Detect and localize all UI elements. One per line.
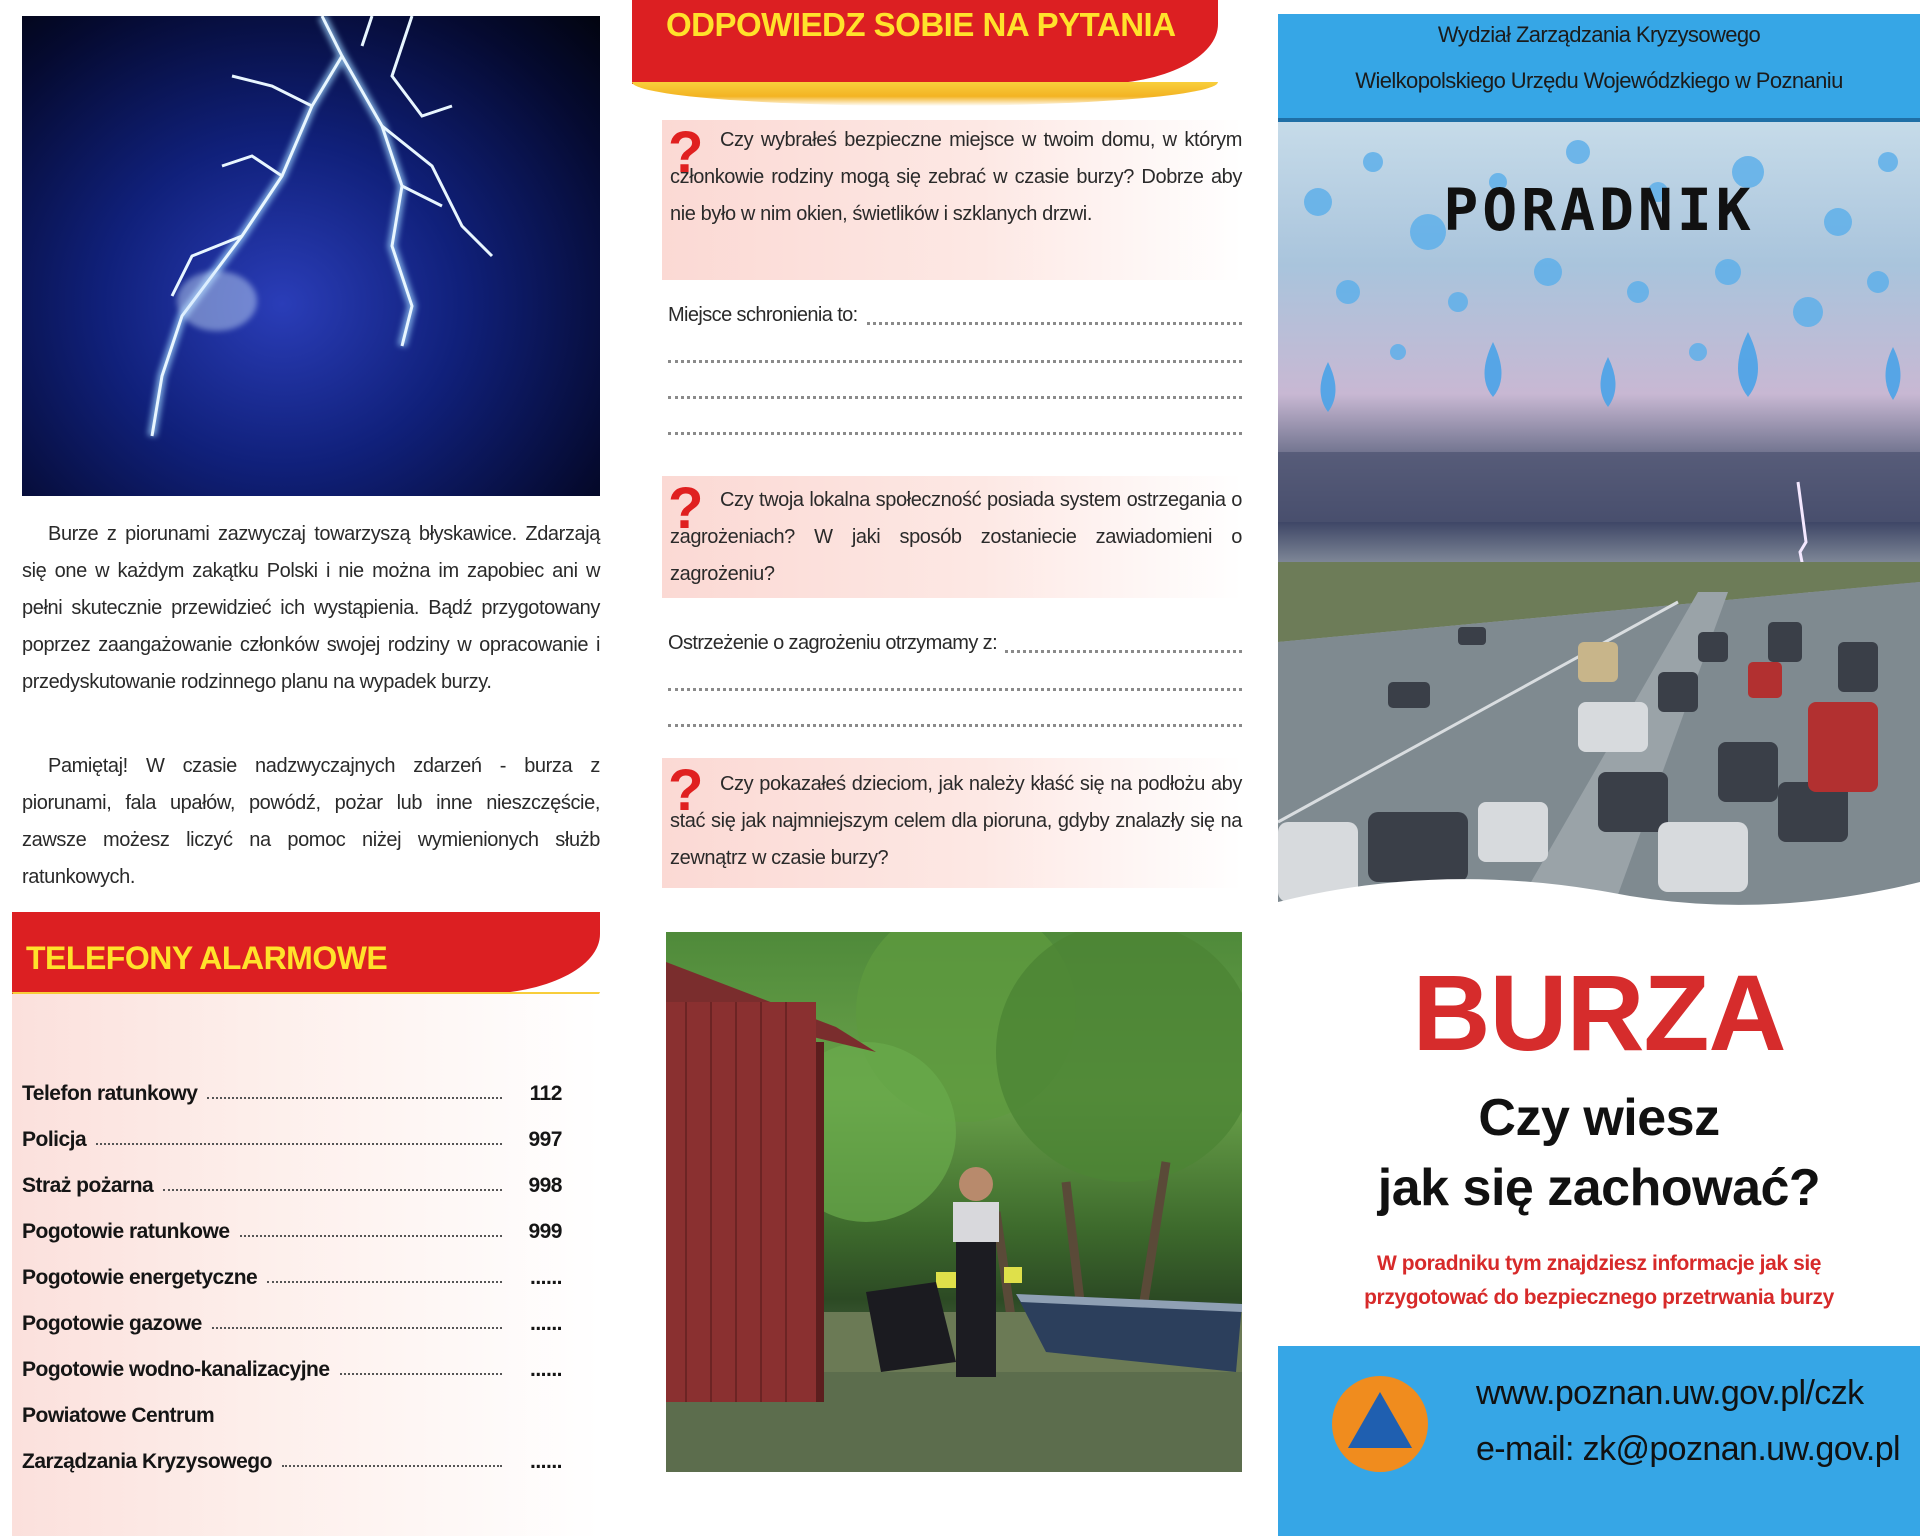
cover-panel — [1278, 0, 1920, 1536]
warning-source-label: Ostrzeżenie o zagrożeniu otrzymamy z: — [668, 632, 1003, 654]
warning-source-field[interactable] — [668, 628, 1242, 653]
shelter-field-line[interactable] — [668, 374, 1242, 399]
phone-label: Telefon ratunkowy — [22, 1082, 198, 1105]
emergency-phones-title: TELEFONY ALARMOWE — [26, 940, 388, 976]
question-mark-icon: ? — [668, 758, 704, 823]
phone-label: Pogotowie gazowe — [22, 1312, 202, 1335]
poradnik-title: PORADNIK — [1443, 176, 1755, 244]
phone-row-center-heading — [22, 1398, 562, 1428]
questions-banner — [632, 0, 1218, 84]
remember-paragraph: Pamiętaj! W czasie nadzwyczajnych zdarzeń - burza z piorunami, fala upałów, powódź, pożar lub inne nieszczęście, zawsze możesz liczyć na pomoc niżej wymienionych służb ratunkowych. — [22, 755, 600, 888]
shelter-field-line[interactable] — [668, 338, 1242, 363]
contact-footer — [1278, 1346, 1920, 1536]
phone-row — [22, 1444, 562, 1474]
website-link[interactable]: www.poznan.uw.gov.pl/czk — [1476, 1374, 1864, 1412]
phone-row — [22, 1214, 562, 1244]
phone-number: 999 — [528, 1220, 562, 1243]
email-link[interactable]: e-mail: zk@poznan.uw.gov.pl — [1476, 1430, 1901, 1468]
shelter-field-label: Miejsce schronienia to: — [668, 304, 864, 326]
burza-title: BURZA — [1412, 952, 1786, 1073]
question-text: Czy twoja lokalna społeczność posiada system ostrzegania o zagrożeniach? W jaki sposób zostaniecie zawiadomieni o zagrożeniu? — [670, 489, 1242, 585]
phone-number: ...... — [529, 1312, 562, 1335]
question-mark-icon: ? — [668, 120, 704, 185]
phone-label: Policja — [22, 1128, 87, 1151]
tagline-line-2: przygotować do bezpiecznego przetrwania burzy — [1364, 1286, 1834, 1309]
phone-row — [22, 1352, 562, 1382]
question-title-line-1: Czy wiesz — [1478, 1089, 1720, 1147]
department-line-2: Wielkopolskiego Urzędu Wojewódzkiego w Poznaniu — [1355, 68, 1843, 93]
question-title-line-2: jak się zachować? — [1377, 1159, 1821, 1217]
intro-paragraph: Burze z piorunami zazwyczaj towarzyszą błyskawice. Zdarzają się one w każdym zakątku Polski i nie można im zapobiec ani w pełni skutecznie przewidzieć ich wystąpienia. Bądź przygotowany poprzez zaangażowanie członków swojej rodziny w opracowanie i przedyskutowanie rodzinnego planu na wypadek burzy. — [22, 523, 600, 693]
civil-defense-logo-icon — [1332, 1376, 1428, 1472]
flood-photo — [666, 932, 1242, 1472]
phone-number: ...... — [529, 1266, 562, 1289]
phone-row — [22, 1260, 562, 1290]
phone-label: Zarządzania Kryzysowego — [22, 1450, 272, 1473]
question-block-3 — [662, 758, 1242, 888]
phone-label: Powiatowe Centrum — [22, 1404, 215, 1427]
questions-banner-title: ODPOWIEDZ SOBIE NA PYTANIA — [666, 6, 1176, 43]
phone-label: Straż pożarna — [22, 1174, 154, 1197]
lightning-photo — [22, 16, 600, 496]
question-text: Czy pokazałeś dzieciom, jak należy kłaść się na podłożu aby stać się jak najmniejszym celem dla pioruna, gdyby znalazły się na zewnątrz w czasie burzy? — [670, 773, 1242, 869]
warning-source-line[interactable] — [668, 702, 1242, 727]
phone-row — [22, 1168, 562, 1198]
phone-label: Pogotowie ratunkowe — [22, 1220, 230, 1243]
shelter-field-line[interactable] — [668, 410, 1242, 435]
phone-number: 998 — [528, 1174, 562, 1197]
question-text: Czy wybrałeś bezpieczne miejsce w twoim domu, w którym członkowie rodziny mogą się zebrać w czasie burzy? Dobrze aby nie było w nim okien, świetlików i szklanych drzwi. — [670, 129, 1242, 225]
warning-source-line[interactable] — [668, 666, 1242, 691]
phone-row — [22, 1076, 562, 1106]
question-block-2 — [662, 476, 1242, 598]
phone-number: 997 — [528, 1128, 562, 1151]
question-block-1 — [662, 120, 1242, 280]
phone-row — [22, 1306, 562, 1336]
emergency-phones-banner — [12, 912, 600, 994]
phone-number: ...... — [529, 1450, 562, 1473]
phone-row — [22, 1122, 562, 1152]
left-panel — [0, 0, 630, 1536]
shelter-field[interactable] — [668, 300, 1242, 325]
phone-label: Pogotowie wodno-kanalizacyjne — [22, 1358, 330, 1381]
department-header — [1278, 14, 1920, 118]
phone-label: Pogotowie energetyczne — [22, 1266, 258, 1289]
phone-number: ...... — [529, 1358, 562, 1381]
phone-number: 112 — [529, 1082, 562, 1105]
tagline-line-1: W poradniku tym znajdziesz informacje jak się — [1376, 1252, 1822, 1275]
question-mark-icon: ? — [668, 476, 704, 541]
department-line-1: Wydział Zarządzania Kryzysowego — [1437, 22, 1761, 47]
